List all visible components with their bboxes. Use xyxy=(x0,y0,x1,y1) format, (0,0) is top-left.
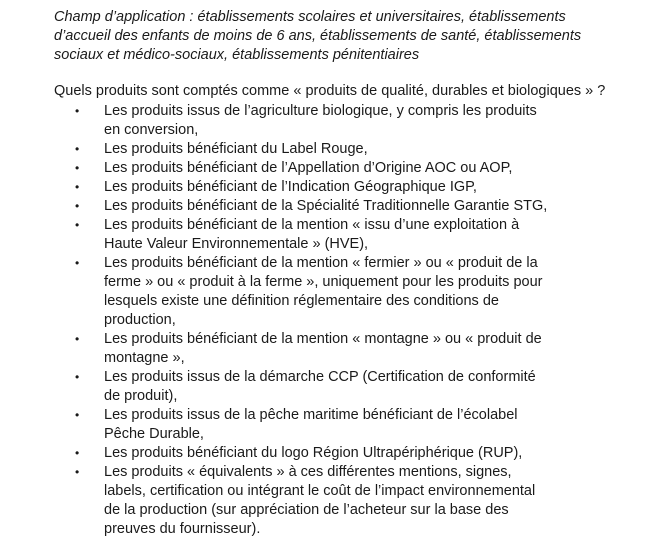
list-item-text: Les produits bénéficiant de l’Indication Géographique IGP, xyxy=(104,179,477,195)
products-list xyxy=(54,102,651,539)
list-item xyxy=(54,444,554,463)
list-item-text: Les produits issus de l’agriculture biologique, y compris les produits en conversion, xyxy=(104,103,537,138)
list-item-text: Les produits « équivalents » à ces différentes mentions, signes, labels, certification ou intégrant le coût de l’impact environnemental de la production (sur appréciation de l’acheteur sur la base des preuves du fournisseur). xyxy=(104,464,536,537)
list-item-text: Les produits bénéficiant de la mention « fermier » ou « produit de la ferme » ou « produit à la ferme », uniquement pour les produits pour lesquels existe une définition réglementaire des conditions de production, xyxy=(104,255,543,328)
list-item-text: Les produits bénéficiant de la mention « montagne » ou « produit de montagne », xyxy=(104,331,542,366)
list-item xyxy=(54,197,554,216)
list-item xyxy=(54,406,554,444)
list-item xyxy=(54,254,554,330)
list-item xyxy=(54,330,554,368)
bullet-icon: • xyxy=(75,370,80,384)
bullet-icon: • xyxy=(75,104,80,118)
list-item xyxy=(54,368,554,406)
bullet-icon: • xyxy=(75,142,80,156)
list-item-text: Les produits bénéficiant de la mention « issu d’une exploitation à Haute Valeur Environnementale » (HVE), xyxy=(104,217,520,252)
list-item-text: Les produits bénéficiant de la Spécialité Traditionnelle Garantie STG, xyxy=(104,198,548,214)
list-item xyxy=(54,140,554,159)
list-item-text: Les produits issus de la démarche CCP (Certification de conformité de produit), xyxy=(104,369,536,404)
list-item xyxy=(54,463,554,539)
list-item xyxy=(54,178,554,197)
list-item-text: Les produits bénéficiant du Label Rouge, xyxy=(104,141,368,157)
bullet-icon: • xyxy=(75,446,80,460)
question-heading: Quels produits sont comptés comme « produits de qualité, durables et biologiques » ? xyxy=(54,83,606,99)
bullet-icon: • xyxy=(75,180,80,194)
bullet-icon: • xyxy=(75,408,80,422)
bullet-icon: • xyxy=(75,218,80,232)
bullet-icon: • xyxy=(75,199,80,213)
list-item xyxy=(54,159,554,178)
bullet-icon: • xyxy=(75,332,80,346)
bullet-icon: • xyxy=(75,161,80,175)
list-item xyxy=(54,216,554,254)
list-item-text: Les produits bénéficiant du logo Région Ultrapériphérique (RUP), xyxy=(104,445,523,461)
scope-paragraph: Champ d’application : établissements scolaires et universitaires, établissements d’accueil des enfants de moins de 6 ans, établissements de santé, établissements sociaux et médico-sociaux, établissements pénitentiaires xyxy=(54,9,582,63)
list-item-text: Les produits bénéficiant de l’Appellation d’Origine AOC ou AOP, xyxy=(104,160,513,176)
bullet-icon: • xyxy=(75,465,80,479)
list-item xyxy=(54,102,554,140)
bullet-icon: • xyxy=(75,256,80,270)
list-item-text: Les produits issus de la pêche maritime bénéficiant de l’écolabel Pêche Durable, xyxy=(104,407,518,442)
